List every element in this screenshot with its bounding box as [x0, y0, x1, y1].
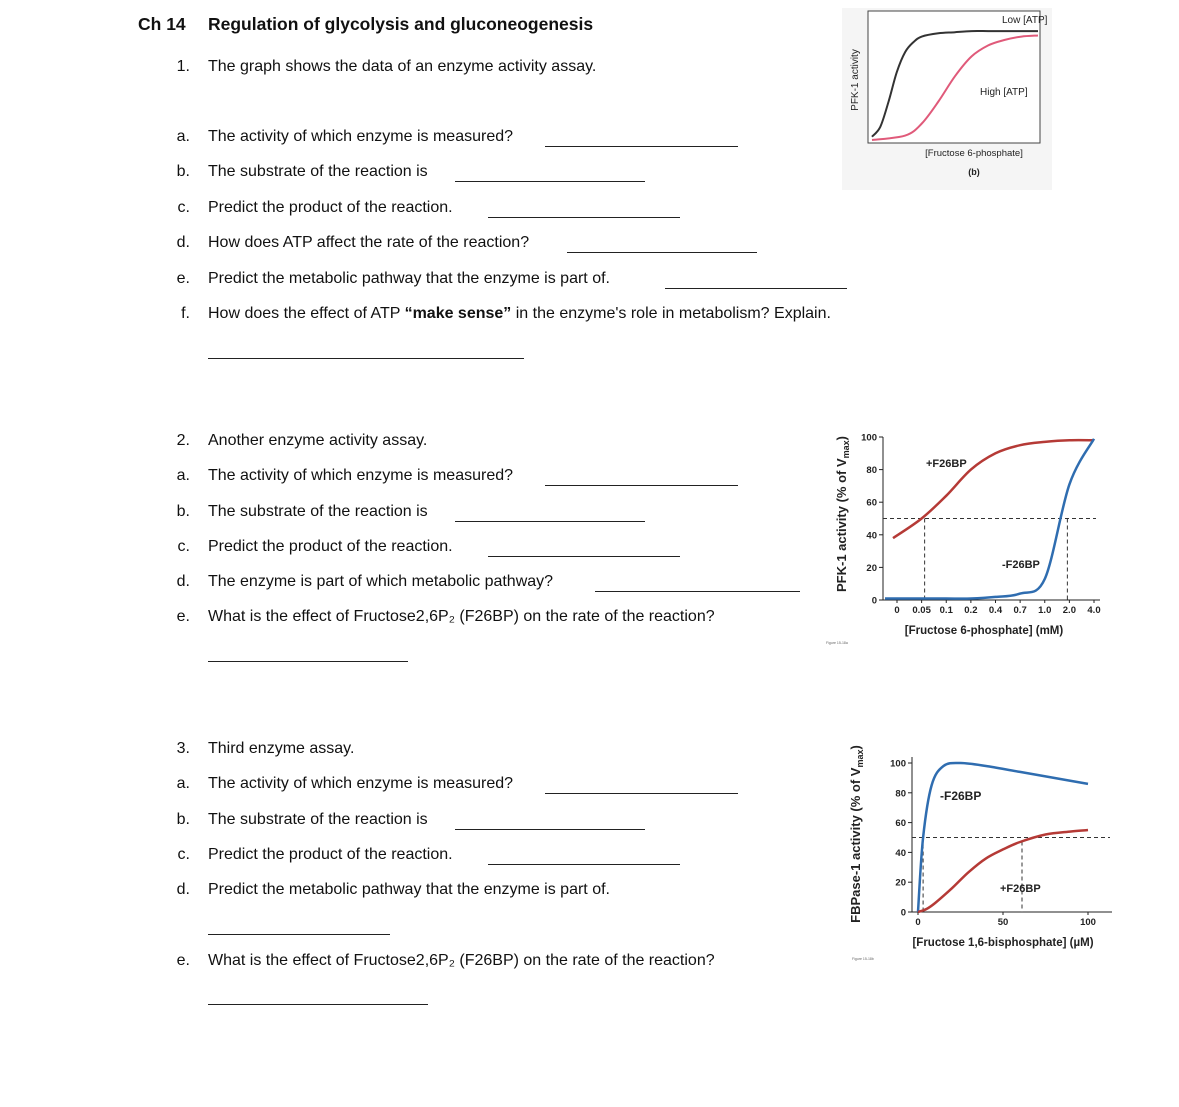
q3-e-label: e.: [176, 952, 190, 969]
q2-number: 2.: [176, 432, 190, 449]
q2-a-text: The activity of which enzyme is measured?: [208, 467, 514, 484]
page-title: Regulation of glycolysis and gluconeogenesis: [208, 14, 594, 34]
q2-d-label: d.: [176, 573, 190, 590]
graph2-x-tick-label: 0.4: [988, 605, 1003, 616]
q2-intro: Another enzyme activity assay.: [208, 432, 428, 449]
graph3-minus-label: -F26BP: [940, 789, 982, 803]
q1-b-label: b.: [176, 163, 190, 180]
q3-a-answer-blank[interactable]: [545, 793, 738, 794]
graph2-ylabel-main: PFK-1 activity (% of V: [834, 458, 849, 592]
q1-a-text: The activity of which enzyme is measured?: [208, 128, 514, 145]
graph2-x-tick-label: 1.0: [1038, 605, 1052, 616]
graph2-x-tick-label: 0.7: [1013, 605, 1027, 616]
q1-intro: The graph shows the data of an enzyme activity assay.: [208, 58, 597, 75]
graph3-x-tick-label: 100: [1080, 917, 1096, 928]
graph3-ylabel-end: ): [848, 745, 863, 750]
graph2-plus-f26bp-curve: [893, 440, 1094, 538]
graph2-x-tick-label: 0.05: [912, 605, 931, 616]
graph3-ylabel-main: FBPase-1 activity (% of V: [848, 767, 863, 923]
q1-f-text-pre: How does the effect of ATP: [208, 305, 405, 322]
graph2-ylabel-sub: max: [841, 440, 851, 459]
graph2-xlabel: [Fructose 6-phosphate] (mM): [904, 625, 1064, 637]
q3-c-label: c.: [177, 846, 190, 863]
q2-d-answer-blank[interactable]: [595, 591, 800, 592]
q1-number: 1.: [176, 58, 190, 75]
q1-b-answer-blank[interactable]: [455, 181, 645, 182]
q1-e-answer-blank[interactable]: [665, 288, 847, 289]
graph1-low-atp-label: Low [ATP]: [1002, 15, 1048, 26]
graph3-x-tick-label: 50: [997, 917, 1009, 928]
q1-c-label: c.: [177, 199, 190, 216]
graph3-y-tick-label: 100: [890, 758, 906, 770]
graph3-plus-f26bp-curve: [918, 830, 1088, 912]
graph2-x-tick-label: 0.2: [964, 605, 978, 616]
graph3-y-tick-label: 40: [895, 847, 906, 859]
graph2-y-tick-label: 20: [866, 562, 877, 574]
q2-c-answer-blank[interactable]: [488, 556, 680, 557]
graph2-y-tick-label: 60: [866, 497, 877, 509]
graph3-ylabel: [848, 745, 865, 923]
q2-e-text: What is the effect of Fructose2,6P₂ (F26BP) on the rate of the reaction?: [208, 608, 715, 625]
q1-d-text: How does ATP affect the rate of the reaction?: [208, 234, 530, 251]
graph2-x-tick-label: 2.0: [1062, 605, 1076, 616]
graph2-y-tick-label: 40: [866, 530, 877, 542]
q1-f-label: f.: [181, 305, 190, 322]
chapter-number: Ch 14: [138, 14, 186, 34]
q3-e-answer-blank[interactable]: [208, 1004, 428, 1005]
graph2-x-tick-label: 0.1: [939, 605, 953, 616]
graph2-pfk-f26bp: [826, 424, 1126, 664]
graph2-plus-label: +F26BP: [926, 458, 967, 470]
q3-d-label: d.: [176, 881, 190, 898]
graph2-ylabel-end: ): [834, 436, 849, 441]
graph3-xlabel: [Fructose 1,6-bisphosphate] (µM): [912, 937, 1094, 949]
q2-b-text: The substrate of the reaction is: [208, 503, 428, 520]
graph1-ylabel: PFK-1 activity: [850, 49, 861, 111]
q3-c-answer-blank[interactable]: [488, 864, 680, 865]
graph2-x-tick-label: 4.0: [1087, 605, 1101, 616]
q1-c-text: Predict the product of the reaction.: [208, 199, 453, 216]
q3-a-label: a.: [176, 775, 190, 792]
q2-e-answer-blank[interactable]: [208, 661, 408, 662]
q1-b-text: The substrate of the reaction is: [208, 163, 428, 180]
graph1-xlabel: [Fructose 6-phosphate]: [925, 148, 1023, 159]
q3-intro: Third enzyme assay.: [208, 740, 355, 757]
q3-d-text: Predict the metabolic pathway that the enzyme is part of.: [208, 881, 610, 898]
graph3-ylabel-sub: max: [855, 749, 865, 768]
graph1-high-atp-label: High [ATP]: [980, 87, 1028, 98]
q1-e-text: Predict the metabolic pathway that the enzyme is part of.: [208, 270, 610, 287]
graph3-x-tick-label: 0: [915, 917, 921, 928]
graph3-y-tick-label: 80: [895, 788, 906, 800]
q2-d-text: The enzyme is part of which metabolic pathway?: [208, 573, 554, 590]
graph2-y-tick-label: 80: [866, 465, 877, 477]
graph2-ylabel: [834, 436, 851, 592]
q1-f-text-post: in the enzyme's role in metabolism? Explain.: [511, 305, 831, 322]
graph2-y-tick-label: 0: [871, 595, 877, 607]
q1-a-label: a.: [176, 128, 190, 145]
q2-b-label: b.: [176, 503, 190, 520]
q3-b-text: The substrate of the reaction is: [208, 811, 428, 828]
q1-d-label: d.: [176, 234, 190, 251]
graph2-footnote: Figure 15-18a: [826, 641, 848, 645]
graph3-y-tick-label: 0: [900, 907, 906, 919]
q3-d-answer-blank[interactable]: [208, 934, 390, 935]
q2-b-answer-blank[interactable]: [455, 521, 645, 522]
graph3-footnote: Figure 15-18b: [852, 957, 874, 961]
graph3-fbpase-f26bp: [840, 736, 1140, 976]
q1-c-answer-blank[interactable]: [488, 217, 680, 218]
q2-e-label: e.: [176, 608, 190, 625]
q1-f-text-bold: “make sense”: [404, 305, 512, 322]
graph1-pfk-atp: [842, 8, 1052, 190]
q1-a-answer-blank[interactable]: [545, 146, 738, 147]
q2-a-label: a.: [176, 467, 190, 484]
graph2-y-tick-label: 100: [861, 432, 877, 444]
q1-e-label: e.: [176, 270, 190, 287]
q2-c-text: Predict the product of the reaction.: [208, 538, 453, 555]
graph2-minus-label: -F26BP: [1002, 559, 1040, 571]
q1-d-answer-blank[interactable]: [567, 252, 757, 253]
q2-c-label: c.: [177, 538, 190, 555]
q3-b-label: b.: [176, 811, 190, 828]
graph2-axes: [861, 433, 1100, 617]
q2-a-answer-blank[interactable]: [545, 485, 738, 486]
q3-c-text: Predict the product of the reaction.: [208, 846, 453, 863]
graph3-y-tick-label: 60: [895, 818, 906, 830]
graph3-y-tick-label: 20: [895, 877, 906, 889]
graph1-panel-label: (b): [968, 167, 980, 177]
graph2-x-tick-label: 0: [894, 605, 900, 616]
graph3-plus-label: +F26BP: [1000, 883, 1041, 895]
q3-number: 3.: [176, 740, 190, 757]
q1-f-answer-blank[interactable]: [208, 358, 524, 359]
q3-a-text: The activity of which enzyme is measured?: [208, 775, 514, 792]
q3-b-answer-blank[interactable]: [455, 829, 645, 830]
q3-e-text: What is the effect of Fructose2,6P₂ (F26BP) on the rate of the reaction?: [208, 952, 715, 969]
q1-f-text: [208, 305, 831, 323]
